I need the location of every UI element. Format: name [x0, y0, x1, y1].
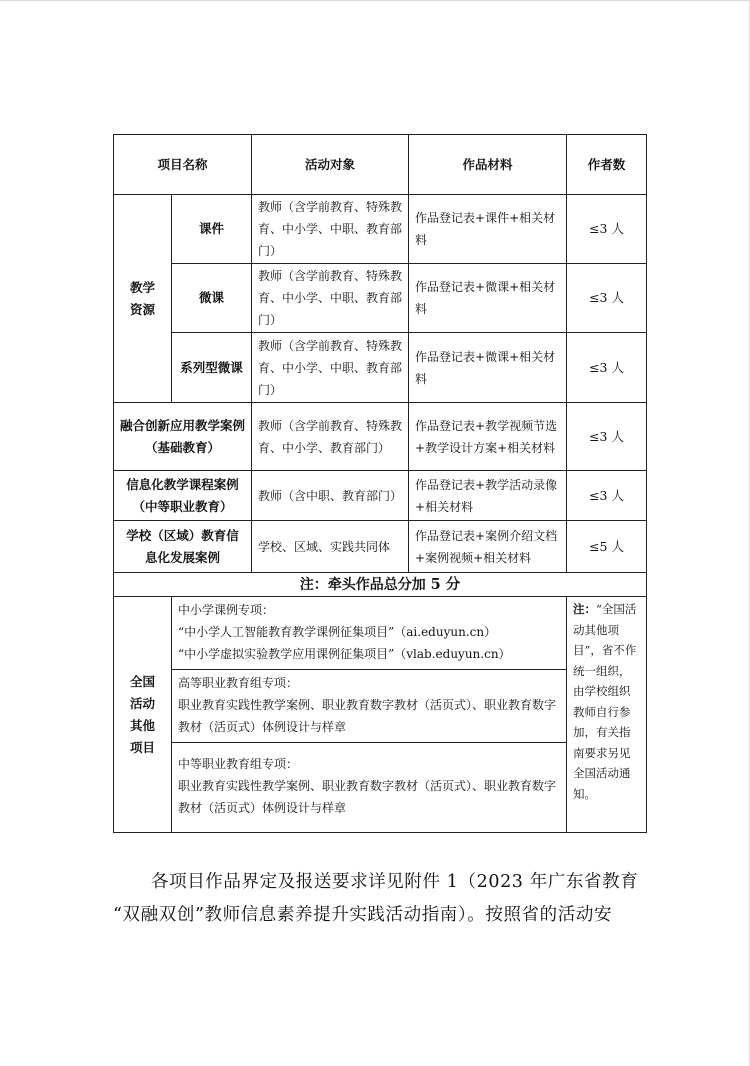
row-materials: 作品登记表+教学视频节选+教学设计方案+相关材料: [409, 403, 567, 471]
header-materials: 作品材料: [409, 135, 567, 195]
row-count: ≤3 人: [567, 264, 647, 333]
table-row: [114, 264, 647, 333]
table-header-row: [114, 135, 647, 195]
row-name: 系列型微课: [172, 333, 252, 403]
header-author-count: 作者数: [567, 135, 647, 195]
row-name: 微课: [172, 264, 252, 333]
row-target: 教师（含学前教育、特殊教育、中小学、中职、教育部门）: [252, 264, 409, 333]
page-edge-top: [0, 0, 750, 1]
special-line: 职业教育实践性教学案例、职业教育数字教材（活页式）、职业教育数字教材（活页式）体例设计与样章: [178, 779, 557, 815]
row-count: ≤3 人: [567, 333, 647, 403]
special-primary-secondary: [172, 597, 567, 670]
body-paragraph-line-2: “双融双创”教师信息素养提升实践活动指南）。按照省的活动安: [113, 905, 613, 925]
row-target: 教师（含中职、教育部门）: [252, 471, 409, 521]
category-label: 全国活动其他项目: [129, 673, 155, 755]
activity-table: [113, 134, 647, 833]
table-row: [114, 521, 647, 573]
category-label: 教学资源: [129, 279, 155, 317]
row-count: ≤3 人: [567, 403, 647, 471]
row-target: 教师（含学前教育、特殊教育、中小学、中职、教育部门）: [252, 333, 409, 403]
row-materials: 作品登记表+案例介绍文档+案例视频+相关材料: [409, 521, 567, 573]
table-row: [114, 471, 647, 521]
category-national-other: [114, 597, 172, 833]
note-label: 注：: [299, 576, 328, 593]
row-target: 学校、区域、实践共同体: [252, 521, 409, 573]
table-row: [114, 597, 647, 670]
note-row: [114, 573, 647, 597]
special-title: 中小学课例专项：: [178, 603, 275, 617]
table-row: [114, 195, 647, 264]
side-note-text: “全国活动其他项目”，省不作统一组织，由学校组织教师自行参加，有关指南要求另见全国活动通知。: [573, 602, 637, 801]
row-count: ≤3 人: [567, 471, 647, 521]
row-target: 教师（含学前教育、特殊教育、中小学、教育部门）: [252, 403, 409, 471]
table-row: [114, 403, 647, 471]
note-text: 牵头作品总分加: [327, 576, 431, 593]
row-materials: 作品登记表+课件+相关材料: [409, 195, 567, 264]
row-name: 融合创新应用教学案例（基础教育）: [114, 403, 252, 471]
header-project-name: 项目名称: [114, 135, 252, 195]
special-higher-vocational: [172, 670, 567, 743]
body-paragraph-line-1: 各项目作品界定及报送要求详见附件 1（2023 年广东省教育: [151, 872, 639, 892]
row-materials: 作品登记表+微课+相关材料: [409, 264, 567, 333]
special-secondary-vocational: [172, 743, 567, 833]
row-target: 教师（含学前教育、特殊教育、中小学、中职、教育部门）: [252, 195, 409, 264]
table-row: [114, 333, 647, 403]
header-target: 活动对象: [252, 135, 409, 195]
row-materials: 作品登记表+微课+相关材料: [409, 333, 567, 403]
row-name: 信息化教学课程案例（中等职业教育）: [114, 471, 252, 521]
row-name: 学校（区域）教育信息化发展案例: [114, 521, 252, 573]
special-line: “中小学虚拟实验教学应用课例征集项目”（vlab.eduyun.cn）: [178, 647, 511, 661]
note-bonus: 5 分: [430, 575, 461, 593]
row-name: 课件: [172, 195, 252, 264]
category-teaching-resources: [114, 195, 172, 403]
special-line: “中小学人工智能教育教学课例征集项目”（ai.eduyun.cn）: [178, 625, 497, 639]
special-title: 高等职业教育组专项：: [178, 676, 299, 690]
special-line: 职业教育实践性教学案例、职业教育数字教材（活页式）、职业教育数字教材（活页式）体例设计与样章: [178, 698, 557, 734]
row-count: ≤3 人: [567, 195, 647, 264]
side-note: [567, 597, 647, 833]
special-title: 中等职业教育组专项：: [178, 757, 299, 771]
row-count: ≤5 人: [567, 521, 647, 573]
side-note-label: 注：: [573, 602, 597, 616]
row-materials: 作品登记表+教学活动录像+相关材料: [409, 471, 567, 521]
